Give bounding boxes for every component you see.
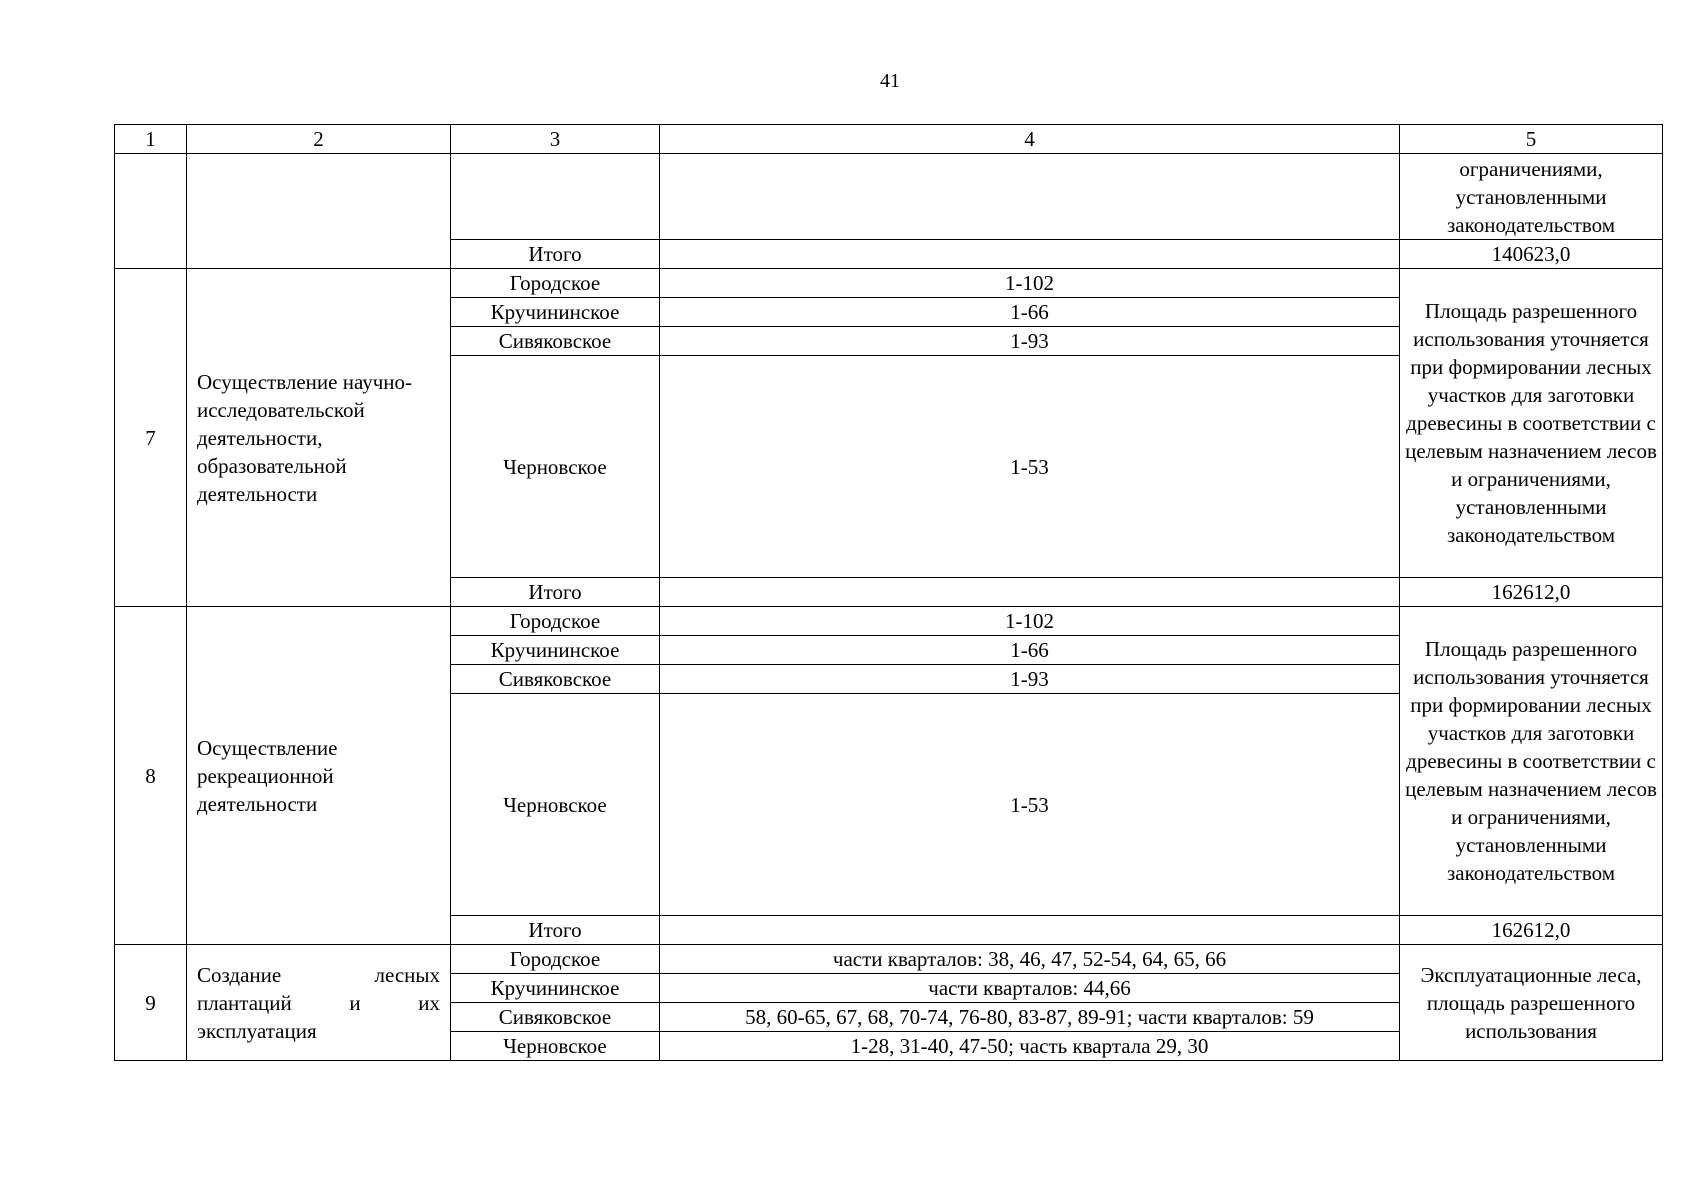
note-cell: Площадь разрешенного использования уточняется при формировании лесных участков для заготовки древесины в соответствии с целевым назначением лесов и ограничениями, установленными законодательством <box>1400 607 1663 916</box>
header-col-4: 4 <box>660 125 1400 154</box>
forestry-cell: Кручининское <box>451 974 660 1003</box>
quarters-cell: 1-66 <box>660 636 1400 665</box>
quarters-cell: 1-66 <box>660 298 1400 327</box>
quarters-cell: 1-102 <box>660 607 1400 636</box>
header-col-5: 5 <box>1400 125 1663 154</box>
quarters-cell: 1-102 <box>660 269 1400 298</box>
note-cell: ограничениями, установленными законодательством <box>1400 154 1663 240</box>
forest-use-table <box>114 124 1663 1061</box>
purpose-cell: Осуществление научно-исследовательской деятельности, образовательной деятельности <box>187 269 451 607</box>
row-number: 7 <box>115 269 187 607</box>
forestry-cell: Сивяковское <box>451 327 660 356</box>
table-row <box>115 269 1663 298</box>
quarters-cell: части кварталов: 38, 46, 47, 52-54, 64, 65, 66 <box>660 945 1400 974</box>
total-label: Итого <box>451 578 660 607</box>
header-col-3: 3 <box>451 125 660 154</box>
row-number: 8 <box>115 607 187 945</box>
quarters-cell: 1-53 <box>660 694 1400 916</box>
quarters-cell: 1-93 <box>660 665 1400 694</box>
forestry-cell: Черновское <box>451 1032 660 1061</box>
table-header-row <box>115 125 1663 154</box>
total-empty <box>660 578 1400 607</box>
forestry-cell: Кручининское <box>451 636 660 665</box>
table-row <box>115 154 1663 240</box>
forestry-cell: Городское <box>451 607 660 636</box>
total-value: 162612,0 <box>1400 916 1663 945</box>
forestry-cell: Городское <box>451 269 660 298</box>
table-row <box>115 607 1663 636</box>
quarters-cell: 1-53 <box>660 356 1400 578</box>
purpose-cell: Создание лесных плантаций и их эксплуатация <box>187 945 451 1061</box>
total-label: Итого <box>451 916 660 945</box>
quarters-cell: 1-93 <box>660 327 1400 356</box>
forestry-cell: Сивяковское <box>451 665 660 694</box>
forestry-cell: Черновское <box>451 694 660 916</box>
quarters-cell <box>660 154 1400 240</box>
quarters-cell: 58, 60-65, 67, 68, 70-74, 76-80, 83-87, 89-91; части кварталов: 59 <box>660 1003 1400 1032</box>
note-cell: Площадь разрешенного использования уточняется при формировании лесных участков для заготовки древесины в соответствии с целевым назначением лесов и ограничениями, установленными законодательством <box>1400 269 1663 578</box>
total-value: 140623,0 <box>1400 240 1663 269</box>
quarters-cell: 1-28, 31-40, 47-50; часть квартала 29, 30 <box>660 1032 1400 1061</box>
header-col-1: 1 <box>115 125 187 154</box>
forestry-cell: Сивяковское <box>451 1003 660 1032</box>
row-number <box>115 154 187 269</box>
table-row <box>115 945 1663 974</box>
forestry-cell <box>451 154 660 240</box>
note-cell: Эксплуатационные леса, площадь разрешенного использования <box>1400 945 1663 1061</box>
header-col-2: 2 <box>187 125 451 154</box>
total-empty <box>660 240 1400 269</box>
forestry-cell: Кручининское <box>451 298 660 327</box>
page-number: 41 <box>880 70 900 92</box>
purpose-cell <box>187 154 451 269</box>
purpose-cell: Осуществление рекреационной деятельности <box>187 607 451 945</box>
total-value: 162612,0 <box>1400 578 1663 607</box>
total-empty <box>660 916 1400 945</box>
forestry-cell: Городское <box>451 945 660 974</box>
quarters-cell: части кварталов: 44,66 <box>660 974 1400 1003</box>
forestry-cell: Черновское <box>451 356 660 578</box>
total-label: Итого <box>451 240 660 269</box>
row-number: 9 <box>115 945 187 1061</box>
